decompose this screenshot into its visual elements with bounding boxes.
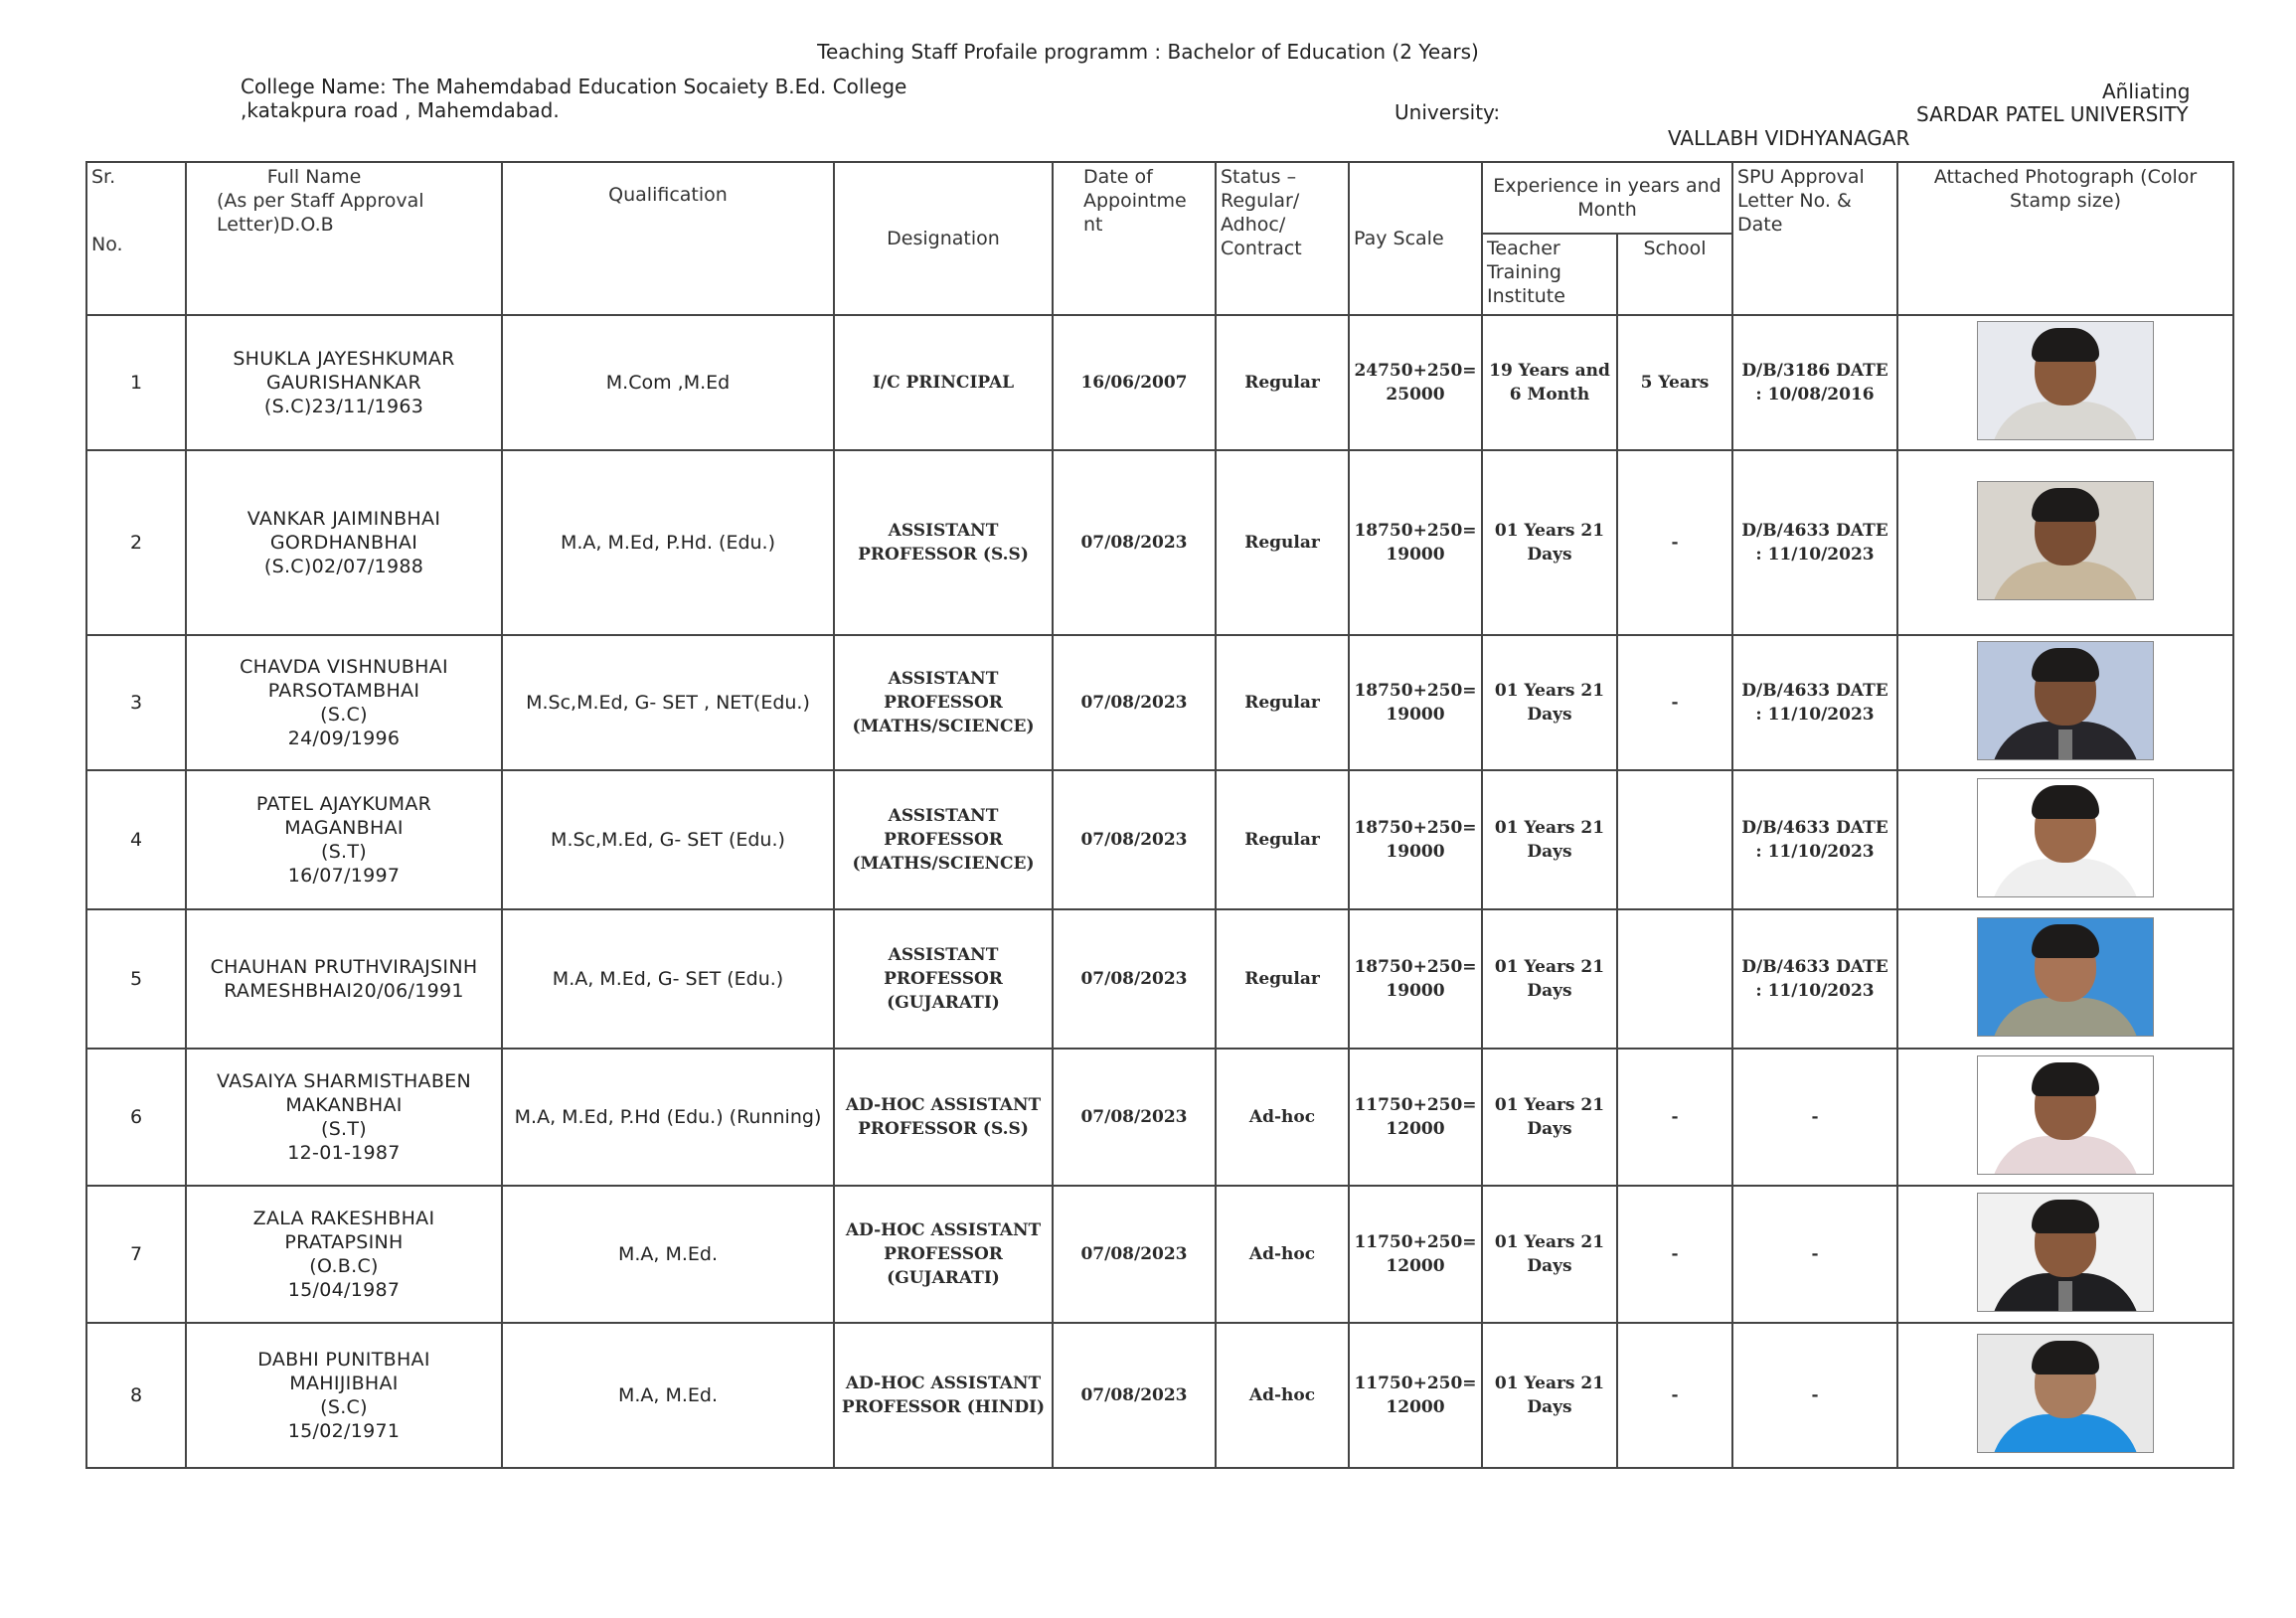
experience-line2: 21 Days — [1527, 681, 1605, 725]
experience-line1: 01 Years — [1494, 681, 1575, 701]
category-dob-line — [191, 555, 497, 578]
qualification-line2: G- SET (Edu.) — [657, 968, 784, 990]
college-name-line1: College Name: The Mahemdabad Education Socaiety B.Ed. College — [241, 75, 907, 98]
designation-line2: ASSISTANT — [930, 1220, 1042, 1240]
qualification-line1: M.A, M.Ed, — [552, 968, 652, 990]
photo-cell — [1897, 1323, 2233, 1468]
photo-hair — [2032, 1341, 2099, 1375]
full-name-line1: CHAUHAN PRUTHVIRAJSINH — [210, 956, 478, 978]
category: (S.C) — [263, 556, 312, 577]
full-name-line2: PRATAPSINH — [284, 1231, 404, 1253]
qualification-line1: M.A, M.Ed, P.Hd. (Edu.) — [560, 532, 776, 554]
sr-number: 1 — [86, 315, 186, 450]
header-status: Status – Regular/ Adhoc/ Contract — [1216, 162, 1349, 315]
designation-line3: PROFESSOR — [841, 1397, 961, 1417]
pay-scale-line1: 18750+250= — [1354, 957, 1477, 977]
qualification-cell — [502, 1186, 834, 1323]
pay-scale-line2: 12000 — [1386, 1256, 1445, 1276]
designation-cell — [834, 770, 1053, 909]
experience-line1: 01 Years — [1494, 957, 1575, 977]
category: (S.C) — [320, 704, 368, 726]
staff-photo — [1977, 1334, 2154, 1453]
photo-cell — [1897, 635, 2233, 770]
qualification-cell — [502, 450, 834, 635]
full-name-cell — [186, 450, 502, 635]
photo-tie — [2058, 729, 2072, 759]
header-pay-scale: Pay Scale — [1349, 162, 1482, 315]
qualification-line1: M.Sc,M.Ed, — [526, 692, 629, 714]
designation-line3: (MATHS/SCIENCE) — [852, 717, 1035, 736]
experience-line1: 01 Years — [1494, 1374, 1575, 1393]
pay-scale-line1: 11750+250= — [1354, 1095, 1477, 1115]
spu-line2: DATE : — [1755, 681, 1888, 725]
photo-shirt — [1991, 1136, 2140, 1175]
photo-shirt — [1991, 562, 2140, 600]
designation-cell — [834, 635, 1053, 770]
photo-cell — [1897, 450, 2233, 635]
pay-scale-line1: 18750+250= — [1354, 818, 1477, 838]
qualification-cell — [502, 635, 834, 770]
full-name-line1: DABHI PUNITBHAI — [257, 1349, 430, 1371]
staff-photo — [1977, 321, 2154, 440]
spu-line2: DATE : — [1755, 818, 1888, 862]
staff-table — [85, 161, 2234, 1469]
sr-number: 4 — [86, 770, 186, 909]
status-cell: Regular — [1216, 635, 1349, 770]
spu-approval-cell — [1732, 450, 1897, 635]
designation-line2: ASSISTANT — [930, 1095, 1042, 1115]
experience-line2: 21 Days — [1527, 1232, 1605, 1276]
pay-scale-cell — [1349, 1186, 1482, 1323]
teacher-training-experience — [1482, 450, 1617, 635]
qualification-line1: M.A, M.Ed, — [514, 1106, 614, 1128]
photo-shirt — [1991, 998, 2140, 1037]
table-row — [86, 1323, 2233, 1468]
designation-line1: ASSISTANT — [888, 521, 999, 541]
appointment-date: 07/08/2023 — [1053, 1186, 1216, 1323]
school-experience: - — [1617, 1186, 1732, 1323]
category: (S.T) — [320, 1118, 368, 1140]
date-of-birth: 23/11/1963 — [311, 396, 424, 417]
appointment-date: 07/08/2023 — [1053, 1323, 1216, 1468]
status-cell: Ad-hoc — [1216, 1049, 1349, 1186]
pay-scale-line2: 19000 — [1386, 981, 1445, 1001]
full-name-cell — [186, 635, 502, 770]
header-designation: Designation — [834, 162, 1053, 315]
page-title: Teaching Staff Profaile programm : Bachelor of Education (2 Years) — [817, 40, 1479, 64]
staff-photo — [1977, 481, 2154, 600]
category-dob-line — [191, 979, 497, 1003]
pay-scale-line1: 24750+250= — [1354, 361, 1477, 381]
designation-line4: (S.S) — [982, 1119, 1029, 1139]
teacher-training-experience — [1482, 909, 1617, 1049]
photo-shirt — [1991, 859, 2140, 897]
spu-line3: 11/10/2023 — [1767, 981, 1875, 1001]
date-of-birth: 15/02/1971 — [287, 1420, 401, 1442]
pay-scale-cell — [1349, 635, 1482, 770]
header-photograph: Attached Photograph (Color Stamp size) — [1897, 162, 2233, 315]
designation-line2: PROFESSOR — [884, 969, 1003, 989]
spu-line2: : 10/08/2016 — [1755, 385, 1875, 404]
spu-approval-cell — [1732, 635, 1897, 770]
designation-cell — [834, 1323, 1053, 1468]
qualification-line2: G- SET (Edu.) — [659, 829, 785, 851]
pay-scale-line1: 11750+250= — [1354, 1232, 1477, 1252]
designation-line4: (GUJARATI) — [887, 1268, 1000, 1288]
spu-approval-cell — [1732, 1323, 1897, 1468]
staff-photo — [1977, 917, 2154, 1037]
designation-line2: PROFESSOR — [884, 693, 1003, 713]
table-row — [86, 770, 2233, 909]
photo-cell — [1897, 1049, 2233, 1186]
photo-tie — [2058, 1281, 2072, 1311]
qualification-line1: M.A, M.Ed. — [617, 1243, 719, 1265]
spu-line1: - — [1811, 1107, 1819, 1127]
spu-line1: D/B/4633 — [1741, 681, 1831, 701]
photo-cell — [1897, 770, 2233, 909]
spu-approval-cell — [1732, 1049, 1897, 1186]
full-name-line2: GAURISHANKAR — [266, 372, 421, 394]
photo-hair — [2032, 924, 2099, 958]
pay-scale-line1: 18750+250= — [1354, 521, 1477, 541]
experience-line1: 01 Years — [1494, 1232, 1575, 1252]
appointment-date: 07/08/2023 — [1053, 450, 1216, 635]
designation-line2: PROFESSOR — [884, 830, 1003, 850]
staff-photo — [1977, 778, 2154, 897]
photo-cell — [1897, 315, 2233, 450]
full-name-cell — [186, 1049, 502, 1186]
header-qualification: Qualification — [502, 162, 834, 315]
sr-number: 5 — [86, 909, 186, 1049]
school-experience — [1617, 909, 1732, 1049]
status-cell: Regular — [1216, 315, 1349, 450]
university-label: University: — [1394, 100, 1501, 124]
designation-line3: PROFESSOR — [858, 1119, 977, 1139]
teacher-training-experience — [1482, 635, 1617, 770]
header-experience: Experience in years and Month — [1482, 162, 1732, 234]
header-spu-approval: SPU Approval Letter No. & Date — [1732, 162, 1897, 315]
designation-line3: (S.S) — [982, 545, 1029, 565]
photo-shirt — [1991, 402, 2140, 440]
table-row — [86, 1049, 2233, 1186]
staff-photo — [1977, 1055, 2154, 1175]
category: (S.C) — [263, 396, 312, 417]
pay-scale-cell — [1349, 1323, 1482, 1468]
experience-line1: 01 Years — [1494, 1095, 1575, 1115]
university-name: SARDAR PATEL UNIVERSITY — [1916, 102, 2189, 126]
teacher-training-experience — [1482, 1323, 1617, 1468]
status-cell: Ad-hoc — [1216, 1186, 1349, 1323]
experience-line1: 19 Years and — [1489, 361, 1610, 381]
qualification-cell — [502, 909, 834, 1049]
table-row — [86, 1186, 2233, 1323]
qualification-line2: G- SET , NET(Edu.) — [634, 692, 810, 714]
sr-number: 2 — [86, 450, 186, 635]
designation-line1: ASSISTANT — [888, 945, 999, 965]
experience-line2: 21 Days — [1527, 521, 1605, 565]
pay-scale-line1: 11750+250= — [1354, 1374, 1477, 1393]
status-cell: Ad-hoc — [1216, 1323, 1349, 1468]
photo-hair — [2032, 1062, 2099, 1096]
sr-number: 3 — [86, 635, 186, 770]
experience-line2: 21 Days — [1527, 818, 1605, 862]
pay-scale-line2: 19000 — [1386, 705, 1445, 725]
header-full-name: Full Name (As per Staff Approval Letter)D.O.B — [186, 162, 502, 315]
category: (S.T) — [320, 841, 368, 863]
staff-photo — [1977, 1193, 2154, 1312]
designation-cell — [834, 450, 1053, 635]
spu-line1: - — [1811, 1385, 1819, 1405]
spu-line2: DATE : — [1755, 521, 1888, 565]
category: (S.C) — [320, 1396, 368, 1418]
pay-scale-line2: 19000 — [1386, 545, 1445, 565]
status-cell: Regular — [1216, 909, 1349, 1049]
full-name-line2: RAMESHBHAI — [224, 980, 353, 1002]
table-row — [86, 909, 2233, 1049]
date-of-birth: 12-01-1987 — [287, 1142, 401, 1164]
photo-cell — [1897, 1186, 2233, 1323]
qualification-line1: M.Sc,M.Ed, — [551, 829, 654, 851]
spu-line3: 11/10/2023 — [1767, 545, 1875, 565]
pay-scale-line1: 18750+250= — [1354, 681, 1477, 701]
qualification-line1: M.Com ,M.Ed — [605, 372, 731, 394]
header-date-of-appointment: Date of Appointme nt — [1053, 162, 1216, 315]
full-name-line2: PARSOTAMBHAI — [267, 680, 420, 702]
school-experience: 5 Years — [1617, 315, 1732, 450]
designation-line1: ASSISTANT — [888, 806, 999, 826]
appointment-date: 07/08/2023 — [1053, 1049, 1216, 1186]
table-row — [86, 635, 2233, 770]
spu-line3: 11/10/2023 — [1767, 705, 1875, 725]
full-name-cell — [186, 315, 502, 450]
pay-scale-line2: 12000 — [1386, 1397, 1445, 1417]
designation-line2: PROFESSOR — [858, 545, 977, 565]
pay-scale-cell — [1349, 315, 1482, 450]
school-experience: - — [1617, 450, 1732, 635]
qualification-line1: M.A, M.Ed. — [617, 1384, 719, 1406]
full-name-line2: MAKANBHAI — [285, 1094, 403, 1116]
designation-line3: PROFESSOR — [884, 1244, 1003, 1264]
full-name-line2: MAGANBHAI — [284, 817, 404, 839]
header-teacher-training: Teacher Training Institute — [1482, 234, 1617, 315]
experience-line1: 01 Years — [1494, 818, 1575, 838]
photo-hair — [2032, 488, 2099, 522]
designation-line2: ASSISTANT — [930, 1374, 1042, 1393]
pay-scale-line2: 25000 — [1386, 385, 1445, 404]
spu-approval-cell — [1732, 1186, 1897, 1323]
date-of-birth: 20/06/1991 — [352, 980, 464, 1002]
affiliating-label: Añliating — [2102, 80, 2191, 103]
experience-line2: 21 Days — [1527, 957, 1605, 1001]
photo-hair — [2032, 785, 2099, 819]
photo-hair — [2032, 328, 2099, 362]
college-name-line2: ,katakpura road , Mahemdabad. — [241, 98, 560, 122]
pay-scale-cell — [1349, 450, 1482, 635]
photo-hair — [2032, 1200, 2099, 1233]
designation-line1: AD-HOC — [845, 1374, 925, 1393]
qualification-cell — [502, 1049, 834, 1186]
photo-hair — [2032, 648, 2099, 682]
category: (O.B.C) — [309, 1255, 379, 1277]
date-of-birth: 15/04/1987 — [287, 1279, 401, 1301]
header-sr: Sr. No. — [86, 162, 186, 315]
pay-scale-cell — [1349, 909, 1482, 1049]
experience-line2: 6 Month — [1509, 385, 1590, 404]
experience-line2: 21 Days — [1527, 1374, 1605, 1417]
appointment-date: 16/06/2007 — [1053, 315, 1216, 450]
photo-cell — [1897, 909, 2233, 1049]
teacher-training-experience — [1482, 1049, 1617, 1186]
spu-line1: D/B/4633 — [1741, 957, 1831, 977]
table-row — [86, 450, 2233, 635]
pay-scale-line2: 12000 — [1386, 1119, 1445, 1139]
header-school: School — [1617, 234, 1732, 315]
school-experience: - — [1617, 1049, 1732, 1186]
designation-cell — [834, 1049, 1053, 1186]
full-name-line2: GORDHANBHAI — [269, 532, 418, 554]
teacher-training-experience — [1482, 770, 1617, 909]
full-name-cell — [186, 1186, 502, 1323]
full-name-line2: MAHIJIBHAI — [289, 1373, 399, 1394]
designation-cell — [834, 315, 1053, 450]
spu-approval-cell — [1732, 315, 1897, 450]
appointment-date: 07/08/2023 — [1053, 909, 1216, 1049]
pay-scale-cell — [1349, 770, 1482, 909]
spu-line2: DATE : — [1755, 957, 1888, 1001]
full-name-line1: PATEL AJAYKUMAR — [255, 793, 432, 815]
university-city: VALLABH VIDHYANAGAR — [1668, 126, 1910, 150]
qualification-cell — [502, 315, 834, 450]
staff-photo — [1977, 641, 2154, 760]
date-of-birth: 24/09/1996 — [287, 728, 401, 749]
spu-approval-cell — [1732, 770, 1897, 909]
appointment-date: 07/08/2023 — [1053, 770, 1216, 909]
pay-scale-line2: 19000 — [1386, 842, 1445, 862]
appointment-date: 07/08/2023 — [1053, 635, 1216, 770]
status-cell: Regular — [1216, 450, 1349, 635]
date-of-birth: 16/07/1997 — [287, 865, 401, 887]
qualification-line2: P.Hd (Edu.) (Running) — [619, 1106, 822, 1128]
school-experience: - — [1617, 1323, 1732, 1468]
designation-line4: (HINDI) — [966, 1397, 1046, 1417]
sr-number: 7 — [86, 1186, 186, 1323]
spu-approval-cell — [1732, 909, 1897, 1049]
teacher-training-experience — [1482, 1186, 1617, 1323]
designation-cell — [834, 1186, 1053, 1323]
full-name-cell — [186, 909, 502, 1049]
spu-line1: D/B/4633 — [1741, 521, 1831, 541]
full-name-line1: VANKAR JAIMINBHAI — [246, 508, 441, 530]
table-row — [86, 315, 2233, 450]
experience-line1: 01 Years — [1494, 521, 1575, 541]
spu-line1: D/B/3186 DATE — [1741, 361, 1888, 381]
full-name-line1: CHAVDA VISHNUBHAI — [240, 656, 448, 678]
full-name-line1: ZALA RAKESHBHAI — [252, 1208, 435, 1229]
full-name-cell — [186, 1323, 502, 1468]
full-name-cell — [186, 770, 502, 909]
qualification-cell — [502, 1323, 834, 1468]
sr-number: 8 — [86, 1323, 186, 1468]
designation-line1: AD-HOC — [845, 1220, 925, 1240]
designation-line1: I/C PRINCIPAL — [872, 373, 1015, 393]
designation-line3: (MATHS/SCIENCE) — [852, 854, 1035, 874]
pay-scale-cell — [1349, 1049, 1482, 1186]
designation-line3: (GUJARATI) — [887, 993, 1000, 1013]
full-name-line1: SHUKLA JAYESHKUMAR — [233, 348, 455, 370]
sr-number: 6 — [86, 1049, 186, 1186]
date-of-birth: 02/07/1988 — [311, 556, 424, 577]
school-experience: - — [1617, 635, 1732, 770]
spu-line3: 11/10/2023 — [1767, 842, 1875, 862]
status-cell: Regular — [1216, 770, 1349, 909]
designation-line1: ASSISTANT — [888, 669, 999, 689]
qualification-cell — [502, 770, 834, 909]
category-dob-line — [191, 395, 497, 418]
teacher-training-experience — [1482, 315, 1617, 450]
designation-cell — [834, 909, 1053, 1049]
college-name — [241, 75, 906, 122]
school-experience — [1617, 770, 1732, 909]
full-name-line1: VASAIYA SHARMISTHABEN — [216, 1070, 471, 1092]
designation-line1: AD-HOC — [845, 1095, 925, 1115]
photo-shirt — [1991, 1414, 2140, 1453]
spu-line1: D/B/4633 — [1741, 818, 1831, 838]
spu-line1: - — [1811, 1244, 1819, 1264]
experience-line2: 21 Days — [1527, 1095, 1605, 1139]
